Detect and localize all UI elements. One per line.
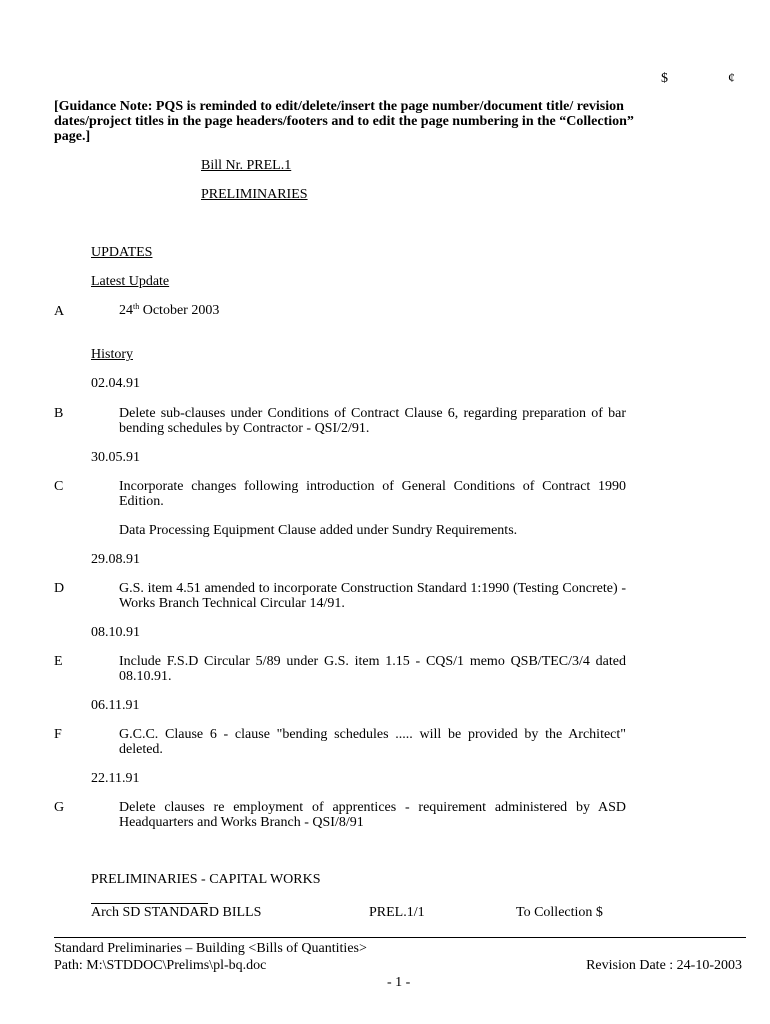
- history-letter: F: [54, 727, 62, 742]
- history-date: 06.11.91: [91, 698, 140, 713]
- latest-update-day: 24: [119, 303, 133, 318]
- history-date: 30.05.91: [91, 450, 140, 465]
- history-entry-text: G.S. item 4.51 amended to incorporate Construction Standard 1:1990 (Testing Concrete) - Works Branch Technical Circular 14/91.: [119, 581, 626, 611]
- footer-standard-bills: Arch SD STANDARD BILLS: [91, 905, 262, 920]
- footer-page-ref: PREL.1/1: [369, 905, 425, 920]
- history-letter: C: [54, 479, 64, 494]
- history-date: 02.04.91: [91, 376, 140, 391]
- history-entry-text: Incorporate changes following introduction of General Conditions of Contract 1990 Edition.: [119, 479, 626, 509]
- footer-short-rule: [91, 903, 208, 904]
- history-entry-text: Include F.S.D Circular 5/89 under G.S. item 1.15 - CQS/1 memo QSB/TEC/3/4 dated 08.10.91.: [119, 654, 626, 684]
- history-letter: E: [54, 654, 63, 669]
- document-footer-rule: [54, 937, 746, 938]
- latest-update-month-year: October 2003: [139, 303, 220, 318]
- cent-column-header: ¢: [728, 71, 735, 86]
- history-label: History: [91, 347, 133, 362]
- bill-number: Bill Nr. PREL.1: [201, 158, 292, 173]
- footer-section-title: PRELIMINARIES - CAPITAL WORKS: [91, 872, 321, 887]
- footer-to-collection: To Collection $: [516, 905, 603, 920]
- history-date: 08.10.91: [91, 625, 140, 640]
- history-entry-text: Delete sub-clauses under Conditions of Contract Clause 6, regarding preparation of bar bending schedules by Contractor - QSI/2/91.: [119, 406, 626, 436]
- latest-update-date: [119, 303, 219, 318]
- history-entry-text: Delete clauses re employment of apprentices - requirement administered by ASD Headquarters and Works Branch - QSI/8/91: [119, 800, 626, 830]
- latest-update-label: Latest Update: [91, 274, 170, 289]
- dollar-column-header: $: [661, 71, 668, 86]
- guidance-note: [Guidance Note: PQS is reminded to edit/delete/insert the page number/document title/ revision dates/project titles in the page headers/footers and to edit the page numbering in the “Collection” page.]: [54, 99, 634, 144]
- history-date: 29.08.91: [91, 552, 140, 567]
- history-letter: D: [54, 581, 65, 596]
- history-entry-extra: Data Processing Equipment Clause added under Sundry Requirements.: [119, 523, 518, 538]
- document-footer-title: Standard Preliminaries – Building <Bills of Quantities>: [54, 941, 367, 956]
- history-letter: G: [54, 800, 65, 815]
- document-file-path: Path: M:\STDDOC\Prelims\pl-bq.doc: [54, 958, 267, 973]
- latest-update-day-suffix: th: [133, 302, 140, 311]
- history-date: 22.11.91: [91, 771, 140, 786]
- updates-heading: UPDATES: [91, 245, 153, 260]
- history-entry-text: G.C.C. Clause 6 - clause "bending schedules ..... will be provided by the Architect" deleted.: [119, 727, 626, 757]
- update-letter-a: A: [54, 304, 65, 319]
- page-number: - 1 -: [387, 975, 411, 990]
- history-letter: B: [54, 406, 64, 421]
- bill-title: PRELIMINARIES: [201, 187, 308, 202]
- revision-date: Revision Date : 24-10-2003: [586, 958, 742, 973]
